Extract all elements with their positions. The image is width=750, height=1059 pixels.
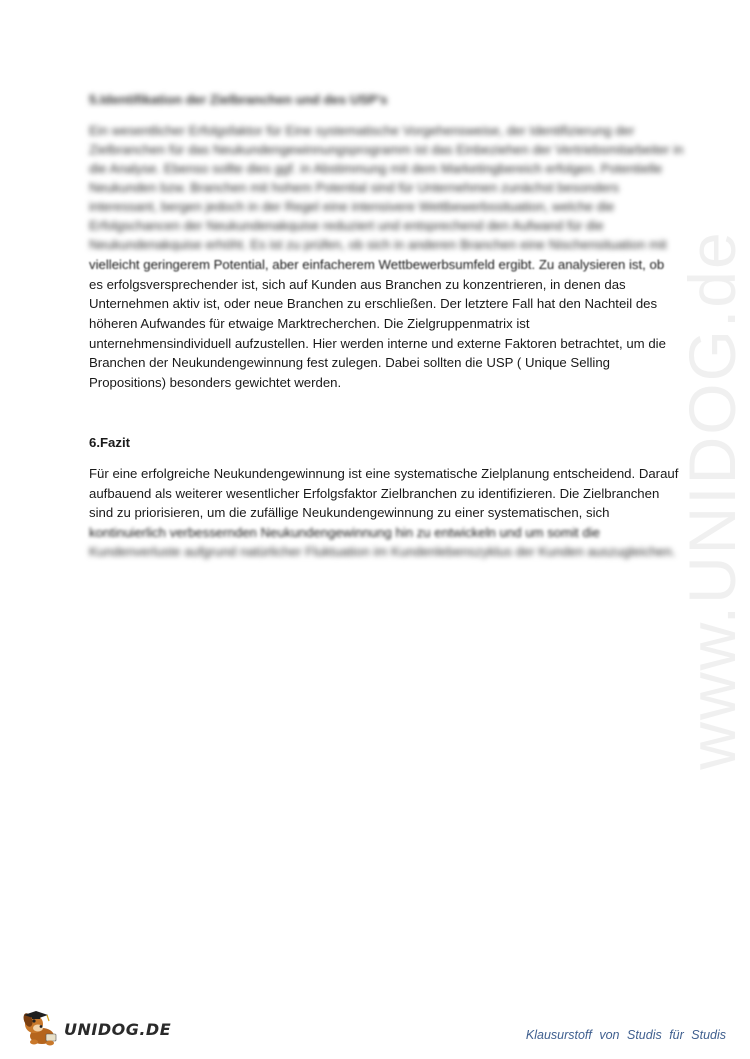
logo-text: UNIDOG.DE: [64, 1020, 172, 1039]
watermark: www.UNIDOG.de: [675, 230, 749, 770]
paragraph-line: Ein wesentlicher Erfolgsfaktor für Eine systematische Vorgehensweise, der Identifizierung der: [89, 123, 635, 138]
paragraph-line: Zielbranchen für das Neukundengewinnungsprogramm ist das Einbeziehen der Vertriebsmitarbeiter in: [89, 142, 684, 157]
unidog-logo[interactable]: [20, 1008, 172, 1048]
paragraph-line: Unternehmen aktiv ist, oder neue Branchen zu erschließen. Der letztere Fall hat den Nachteil des: [89, 296, 658, 311]
paragraph-line: Erfolgschancen der Neukundenakquise reduziert und entsprechend den Aufwand für die: [89, 218, 604, 233]
section-6-heading: 6.Fazit: [89, 435, 131, 450]
paragraph-line: Kundenverluste aufgrund natürlicher Fluktuation im Kundenlebenszyklus der Kunden auszugleichen.: [89, 544, 676, 559]
paragraph-line: Propositions) besonders gewichtet werden.: [89, 375, 342, 390]
paragraph-line: sind zu priorisieren, um die zufällige Neukundengewinnung zu einer systematischen, sich: [89, 505, 610, 520]
paragraph-line: aufbauend als weiterer wesentlicher Erfolgsfaktor Zielbranchen zu identifizieren. Die Zielbranchen: [89, 486, 660, 501]
paragraph-line: es erfolgsversprechender ist, sich auf Kunden aus Branchen zu konzentrieren, in denen das: [89, 277, 626, 292]
paragraph-line: die Analyse. Ebenso sollte dies ggf. in Abstimmung mit dem Marketingbereich erfolgen. Potentielle: [89, 161, 663, 176]
paragraph-line-partial: kontinuierlich verbessernden Neukundengewinnung hin zu entwickeln und um somit die: [89, 525, 600, 540]
section-5-heading: 5.Identifikation der Zielbranchen und des USP's: [89, 92, 388, 107]
paragraph-line: höheren Aufwandes für etwaige Marktrecherchen. Die Zielgruppenmatrix ist: [89, 316, 530, 331]
paragraph-line: Für eine erfolgreiche Neukundengewinnung ist eine systematische Zielplanung entscheidend. Darauf: [89, 466, 679, 481]
paragraph-line: Neukundenakquise erhöht. Es ist zu prüfen, ob sich in anderen Branchen eine Nischensituation mit: [89, 237, 667, 252]
paragraph-line: Neukunden bzw. Branchen mit hohem Potential sind für Unternehmen zunächst besonders: [89, 180, 620, 195]
paragraph-line: interessant, bergen jedoch in der Regel eine intensivere Wettbewerbssituation, welche die: [89, 199, 615, 214]
paragraph-line-partial: vielleicht geringerem Potential, aber einfacherem Wettbewerbsumfeld ergibt. Zu analysieren ist, ob: [89, 257, 665, 272]
footer-tagline: Klausurstoff von Studis für Studis: [525, 1028, 726, 1042]
dog-mascot-icon: [20, 1008, 62, 1048]
paragraph-line: unternehmensindividuell aufzustellen. Hier werden interne und externe Faktoren betrachtet, um die: [89, 336, 666, 351]
paragraph-line: Branchen der Neukundengewinnung fest zulegen. Dabei sollten die USP ( Unique Selling: [89, 355, 611, 370]
